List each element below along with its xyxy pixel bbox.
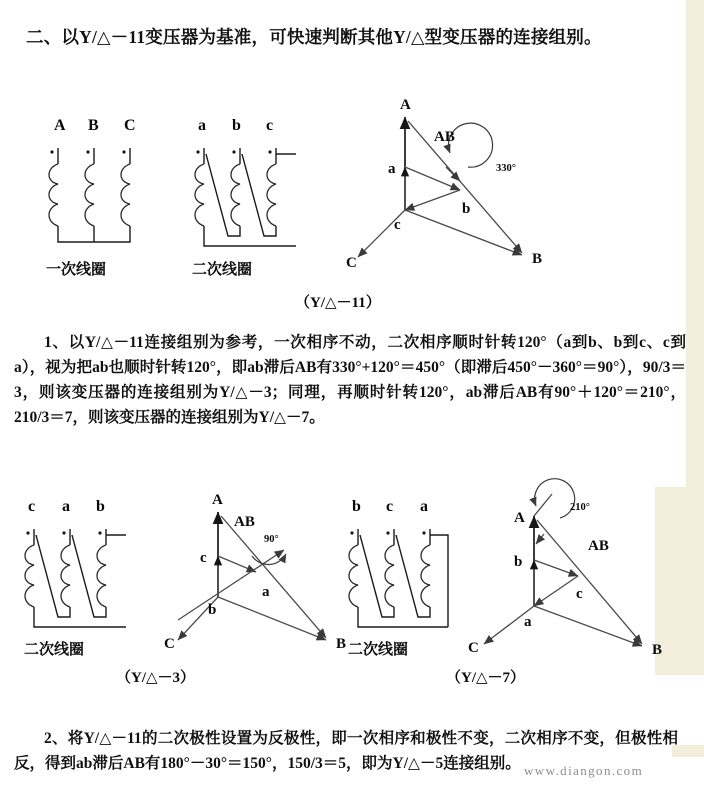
body-paragraph-2-text: 2、将Y/△－11的二次极性设置为反极性，即一次相序和极性不变，二次相序不变，但极性相反，得到ab滞后AB有180°－30°＝150°，150/3＝5，即为Y/△－5连接组别。 [14,730,678,772]
phasor-caption-yd3: （Y/△－3） [116,670,196,686]
svg-text:210°: 210° [570,502,590,513]
svg-text:A: A [400,97,411,113]
svg-text:B: B [532,251,543,267]
yd3-winding-figure [18,523,136,635]
yd7-winding-figure [342,523,460,635]
body-paragraph-1 [14,330,686,430]
phasor-diagram-yd3 [164,492,347,657]
primary-winding-figure [42,142,154,252]
svg-text:AB: AB [234,514,255,530]
body-paragraph-1-text: 1、以Y/△－11连接组别为参考，一次相序不动，二次相序顺时针转120°（a到b、b到c、c到a），视为把ab也顺时针转120°，即ab滞后AB有330°+120°＝450°（即滞后450°－360°＝90°），90/3＝3，则该变压器的连接组别为Y/△－3；同理，再顺时针转120°，ab滞后AB有90°＋120°＝210°，210/3＝7，则该变压器的连接组别为Y/△－7。 [14,334,686,426]
svg-text:b: b [208,602,217,618]
secondary-terminal-label-c: c [266,117,274,134]
svg-text:a: a [388,161,396,177]
svg-text:a: a [262,584,270,600]
yd7-winding-caption: 二次线圈 [348,642,409,658]
secondary-terminal-label-b: b [232,117,241,134]
svg-text:b: b [462,201,471,217]
svg-text:A: A [212,492,223,508]
svg-text:a: a [524,614,532,630]
yd7-terminal-label-b: b [352,498,361,515]
svg-text:330°: 330° [496,163,516,174]
svg-text:c: c [394,217,401,233]
scan-edge-block-top [686,0,704,230]
yd3-terminal-label-c: c [28,498,36,515]
svg-text:B: B [652,642,663,658]
secondary-terminal-label-a: a [198,117,206,134]
svg-text:AB: AB [588,538,609,554]
svg-text:AB: AB [434,129,455,145]
scan-edge-block-middle [686,230,704,487]
svg-text:c: c [200,550,207,566]
primary-terminal-label-c: C [124,117,136,134]
svg-text:c: c [576,586,583,602]
site-watermark: www.diangon.com [524,763,644,778]
phasor-diagram-yd11 [346,95,620,290]
secondary-winding-figure [188,142,306,254]
svg-text:b: b [514,554,523,570]
svg-text:C: C [468,640,479,656]
primary-winding-caption: 一次线圈 [46,262,107,278]
phasor-caption-yd11: （Y/△－11） [295,295,381,311]
yd7-terminal-label-a: a [420,498,428,515]
primary-terminal-label-a: A [54,117,66,134]
primary-terminal-label-b: B [88,117,99,134]
svg-text:C: C [164,636,175,652]
svg-text:B: B [336,636,347,652]
yd3-winding-caption: 二次线圈 [24,642,85,658]
yd7-terminal-label-c: c [386,498,394,515]
svg-text:C: C [346,255,357,271]
secondary-winding-caption: 二次线圈 [192,262,253,278]
yd3-terminal-label-a: a [62,498,70,515]
phasor-caption-yd7: （Y/△－7） [446,670,526,686]
svg-text:90°: 90° [264,534,279,545]
yd3-terminal-label-b: b [96,498,105,515]
phasor-diagram-yd7 [468,488,667,658]
page-title: 二、以Y/△－11变压器为基准，可快速判断其他Y/△型变压器的连接组别。 [26,27,602,47]
svg-text:A: A [514,510,525,526]
